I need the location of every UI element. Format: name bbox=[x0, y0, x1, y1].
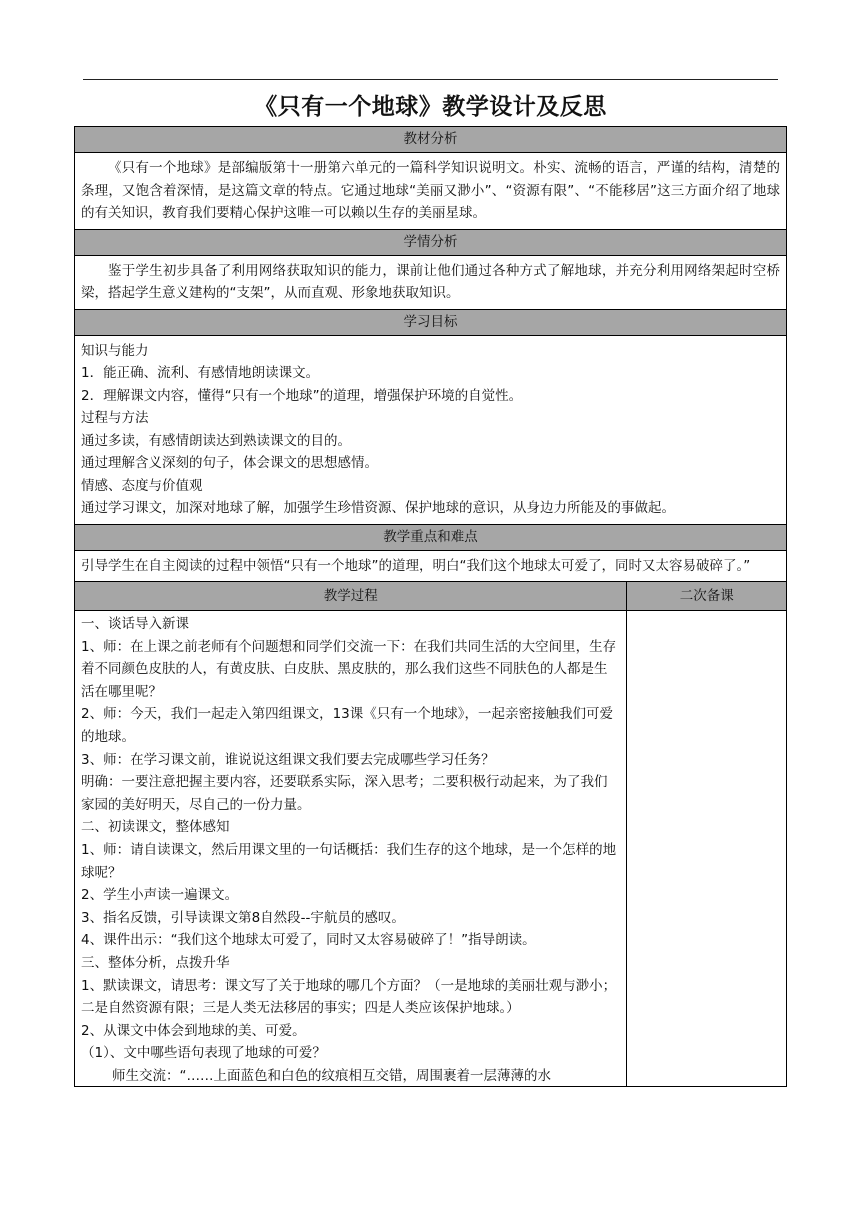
objective-line: 2．理解课文内容，懂得“只有一个地球”的道理，增强保护环境的自觉性。 bbox=[81, 387, 523, 404]
key-points-text: 引导学生在自主阅读的过程中领悟“只有一个地球”的道理，明白“我们这个地球太可爱了，同时又太容易破碎了。” bbox=[81, 557, 751, 574]
process-line: 3、师：在学习课文前，谁说说这组课文我们要去完成哪些学习任务？ bbox=[81, 751, 495, 768]
document-title: 《只有一个地球》教学设计及反思 bbox=[254, 94, 607, 120]
objective-line: 情感、态度与价值观 bbox=[81, 477, 203, 494]
objective-line: 通过多读，有感情朗读达到熟读课文的目的。 bbox=[81, 432, 351, 449]
section-body-key-points bbox=[74, 550, 787, 583]
section-body-objectives bbox=[74, 335, 787, 525]
revision-column-heading: 二次备课 bbox=[626, 581, 787, 611]
objective-line: 通过理解含义深刻的句子，体会课文的思想感情。 bbox=[81, 455, 378, 471]
process-line: 三、整体分析，点拨升华 bbox=[81, 954, 230, 971]
section-heading-key-points: 教学重点和难点 bbox=[74, 524, 787, 551]
process-line: 明确：一要注意把握主要内容，还要联系实际，深入思考；二要积极行动起来，为了我们家园的美好明天，尽自己的一份力量。 bbox=[81, 774, 608, 813]
objective-line: 1．能正确、流利、有感情地朗读课文。 bbox=[81, 365, 320, 381]
objective-line: 通过学习课文，加深对地球了解，加强学生珍惜资源、保护地球的意识，从身边力所能及的事做起。 bbox=[81, 500, 675, 516]
process-body-row bbox=[74, 610, 787, 1087]
section-body-material-analysis bbox=[74, 152, 787, 230]
section-heading-objectives: 学习目标 bbox=[74, 309, 787, 336]
process-line: 1、师：请自读课文，然后用课文里的一句话概括：我们生存的这个地球，是一个怎样的地球呢？ bbox=[81, 841, 617, 881]
material-analysis-text: 《只有一个地球》是部编版第十一册第六单元的一篇科学知识说明文。朴实、流畅的语言，严谨的结构，清楚的条理，又饱含着深情，是这篇文章的特点。它通过地球“美丽又渺小”、“资源有限”、“不能移居”这三方面介绍了地球的有关知识，教育我们要精心保护这唯一可以赖以生存的美丽星球。 bbox=[81, 160, 780, 221]
learner-analysis-text: 鉴于学生初步具备了利用网络获取知识的能力，课前让他们通过各种方式了解地球，并充分利用网络架起时空桥梁，搭起学生意义建构的“支架”，从而直观、形象地获取知识。 bbox=[81, 262, 780, 301]
process-header-row bbox=[74, 581, 787, 611]
section-heading-material-analysis: 教材分析 bbox=[74, 126, 787, 153]
process-line: 3、指名反馈，引导读课文第8自然段--宇航员的感叹。 bbox=[81, 909, 405, 926]
process-line: 2、从课文中体会到地球的美、可爱。 bbox=[81, 1022, 306, 1039]
header-rule bbox=[83, 79, 778, 80]
objective-line: 过程与方法 bbox=[81, 410, 149, 426]
lesson-plan-table bbox=[74, 127, 787, 1087]
section-body-learner-analysis bbox=[74, 255, 787, 310]
process-line: 2、师：今天，我们一起走入第四组课文，13课《只有一个地球》，一起亲密接触我们可爱的地球。 bbox=[81, 706, 614, 745]
objective-line: 知识与能力 bbox=[81, 342, 149, 359]
process-line: 1、师：在上课之前老师有个问题想和同学们交流一下：在我们共同生活的大空间里，生存着不同颜色皮肤的人，有黄皮肤、白皮肤、黑皮肤的，那么我们这些不同肤色的人都是生活在哪里呢？ bbox=[81, 638, 617, 700]
process-content-cell bbox=[74, 610, 627, 1087]
process-line: 师生交流：“……上面蓝色和白色的纹痕相互交错，周围裹着一层薄薄的水 bbox=[112, 1067, 552, 1084]
section-heading-learner-analysis: 学情分析 bbox=[74, 229, 787, 256]
process-line: 1、默读课文，请思考：课文写了关于地球的哪几个方面？（一是地球的美丽壮观与渺小；二是自然资源有限；三是人类无法移居的事实；四是人类应该保护地球。） bbox=[81, 977, 617, 1017]
process-line: （1）、文中哪些语句表现了地球的可爱？ bbox=[81, 1045, 326, 1062]
revision-notes-cell bbox=[626, 610, 787, 1087]
process-line: 一、谈话导入新课 bbox=[81, 616, 189, 632]
process-column-heading: 教学过程 bbox=[74, 581, 627, 611]
process-line: 4、课件出示：“我们这个地球太可爱了，同时又太容易破碎了！”指导朗读。 bbox=[81, 932, 536, 949]
process-line: 2、学生小声读一遍课文。 bbox=[81, 887, 239, 904]
process-line: 二、初读课文，整体感知 bbox=[81, 819, 230, 836]
